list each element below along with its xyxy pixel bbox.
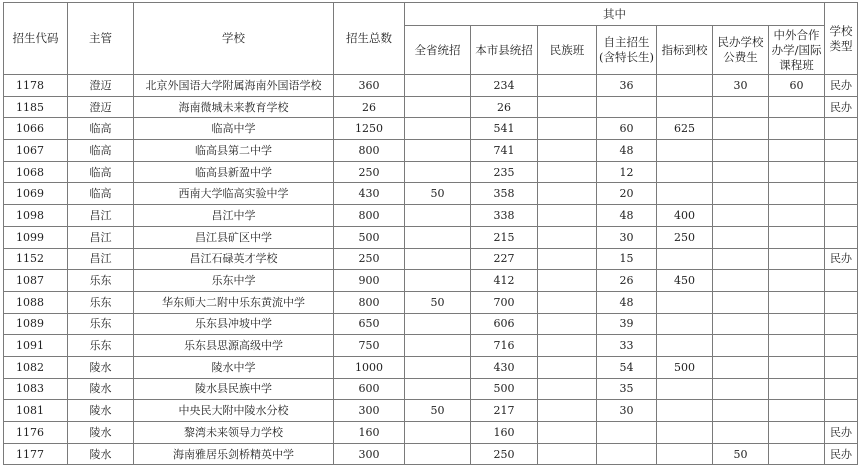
cell-sino-foreign: [769, 270, 825, 292]
cell-code: 1099: [4, 226, 68, 248]
cell-independent: 60: [597, 118, 657, 140]
cell-school: 昌江石碌英才学校: [134, 248, 334, 270]
cell-private-public: [713, 248, 769, 270]
cell-ethnic: [538, 75, 597, 97]
cell-quota: [657, 313, 713, 335]
cell-type: [825, 270, 858, 292]
cell-independent: 26: [597, 270, 657, 292]
cell-type: 民办: [825, 75, 858, 97]
cell-local: 541: [471, 118, 538, 140]
cell-type: [825, 335, 858, 357]
cell-local: 227: [471, 248, 538, 270]
cell-code: 1178: [4, 75, 68, 97]
cell-private-public: [713, 161, 769, 183]
cell-ethnic: [538, 183, 597, 205]
table-row: [4, 226, 858, 248]
cell-type: [825, 291, 858, 313]
table-row: [4, 205, 858, 227]
cell-local: 606: [471, 313, 538, 335]
cell-school: 昌江中学: [134, 205, 334, 227]
cell-ethnic: [538, 248, 597, 270]
cell-school: 乐东县思源高级中学: [134, 335, 334, 357]
cell-province: [405, 335, 471, 357]
cell-type: [825, 205, 858, 227]
cell-total: 600: [334, 378, 405, 400]
cell-private-public: [713, 96, 769, 118]
cell-total: 500: [334, 226, 405, 248]
cell-total: 430: [334, 183, 405, 205]
table-row: [4, 422, 858, 444]
cell-ethnic: [538, 291, 597, 313]
cell-quota: 400: [657, 205, 713, 227]
cell-school: 华东师大二附中乐东黄流中学: [134, 291, 334, 313]
table-header: [4, 3, 858, 75]
cell-supervisor: 乐东: [68, 335, 134, 357]
cell-independent: 48: [597, 291, 657, 313]
table-row: [4, 291, 858, 313]
cell-code: 1081: [4, 400, 68, 422]
cell-ethnic: [538, 443, 597, 465]
cell-code: 1088: [4, 291, 68, 313]
header-sino-foreign: 中外合作办学/国际课程班: [769, 26, 825, 75]
cell-independent: 48: [597, 205, 657, 227]
cell-supervisor: 乐东: [68, 270, 134, 292]
cell-sino-foreign: [769, 335, 825, 357]
cell-province: [405, 118, 471, 140]
cell-code: 1068: [4, 161, 68, 183]
cell-independent: 35: [597, 378, 657, 400]
cell-total: 650: [334, 313, 405, 335]
cell-private-public: [713, 205, 769, 227]
table-body: [4, 75, 858, 465]
table-row: [4, 400, 858, 422]
cell-quota: 250: [657, 226, 713, 248]
cell-supervisor: 澄迈: [68, 75, 134, 97]
cell-supervisor: 乐东: [68, 313, 134, 335]
table-row: [4, 248, 858, 270]
cell-total: 1250: [334, 118, 405, 140]
cell-supervisor: 陵水: [68, 443, 134, 465]
cell-local: 500: [471, 378, 538, 400]
cell-school: 临高县新盈中学: [134, 161, 334, 183]
cell-sino-foreign: [769, 313, 825, 335]
header-group: 其中: [405, 3, 825, 26]
cell-independent: [597, 96, 657, 118]
cell-private-public: [713, 226, 769, 248]
cell-ethnic: [538, 400, 597, 422]
cell-code: 1067: [4, 140, 68, 162]
cell-independent: [597, 443, 657, 465]
cell-local: 412: [471, 270, 538, 292]
cell-province: [405, 443, 471, 465]
cell-sino-foreign: [769, 205, 825, 227]
cell-sino-foreign: [769, 400, 825, 422]
cell-type: [825, 378, 858, 400]
cell-total: 300: [334, 443, 405, 465]
cell-private-public: [713, 400, 769, 422]
cell-local: 26: [471, 96, 538, 118]
cell-local: 358: [471, 183, 538, 205]
cell-local: 250: [471, 443, 538, 465]
header-type: 学校类型: [825, 3, 858, 75]
cell-quota: [657, 140, 713, 162]
cell-school: 海南雅居乐剑桥精英中学: [134, 443, 334, 465]
table-row: [4, 335, 858, 357]
cell-type: 民办: [825, 422, 858, 444]
cell-quota: 625: [657, 118, 713, 140]
cell-total: 300: [334, 400, 405, 422]
cell-type: 民办: [825, 248, 858, 270]
cell-independent: 15: [597, 248, 657, 270]
cell-province: [405, 248, 471, 270]
cell-school: 陵水县民族中学: [134, 378, 334, 400]
table-row: [4, 140, 858, 162]
cell-local: 430: [471, 356, 538, 378]
cell-province: 50: [405, 183, 471, 205]
cell-total: 1000: [334, 356, 405, 378]
table-row: [4, 443, 858, 465]
cell-school: 临高县第二中学: [134, 140, 334, 162]
cell-private-public: [713, 313, 769, 335]
admissions-table: [3, 2, 858, 465]
cell-sino-foreign: [769, 443, 825, 465]
cell-code: 1087: [4, 270, 68, 292]
cell-quota: [657, 443, 713, 465]
cell-supervisor: 陵水: [68, 378, 134, 400]
cell-quota: [657, 400, 713, 422]
cell-supervisor: 昌江: [68, 205, 134, 227]
cell-total: 360: [334, 75, 405, 97]
cell-quota: [657, 75, 713, 97]
cell-school: 海南微城未来教育学校: [134, 96, 334, 118]
cell-code: 1082: [4, 356, 68, 378]
cell-quota: [657, 422, 713, 444]
cell-ethnic: [538, 140, 597, 162]
cell-quota: [657, 335, 713, 357]
cell-total: 160: [334, 422, 405, 444]
cell-type: [825, 356, 858, 378]
header-ethnic: 民族班: [538, 26, 597, 75]
cell-school: 陵水中学: [134, 356, 334, 378]
cell-ethnic: [538, 422, 597, 444]
cell-local: 235: [471, 161, 538, 183]
cell-private-public: [713, 118, 769, 140]
cell-local: 700: [471, 291, 538, 313]
cell-quota: 450: [657, 270, 713, 292]
cell-supervisor: 临高: [68, 118, 134, 140]
cell-private-public: [713, 140, 769, 162]
cell-type: [825, 226, 858, 248]
cell-sino-foreign: [769, 118, 825, 140]
table-row: [4, 118, 858, 140]
header-independent: 自主招生(含特长生): [597, 26, 657, 75]
cell-sino-foreign: [769, 356, 825, 378]
cell-total: 750: [334, 335, 405, 357]
cell-private-public: [713, 335, 769, 357]
cell-supervisor: 昌江: [68, 248, 134, 270]
cell-private-public: 30: [713, 75, 769, 97]
cell-code: 1152: [4, 248, 68, 270]
cell-local: 215: [471, 226, 538, 248]
cell-independent: 30: [597, 226, 657, 248]
cell-school: 西南大学临高实验中学: [134, 183, 334, 205]
cell-quota: [657, 183, 713, 205]
cell-sino-foreign: [769, 422, 825, 444]
cell-province: [405, 75, 471, 97]
cell-independent: 30: [597, 400, 657, 422]
cell-ethnic: [538, 270, 597, 292]
cell-local: 741: [471, 140, 538, 162]
cell-province: [405, 270, 471, 292]
cell-province: [405, 422, 471, 444]
cell-province: [405, 356, 471, 378]
table-row: [4, 378, 858, 400]
cell-local: 338: [471, 205, 538, 227]
table-row: [4, 183, 858, 205]
cell-type: [825, 183, 858, 205]
cell-ethnic: [538, 161, 597, 183]
cell-ethnic: [538, 96, 597, 118]
cell-type: [825, 313, 858, 335]
cell-ethnic: [538, 356, 597, 378]
cell-type: 民办: [825, 443, 858, 465]
cell-local: 217: [471, 400, 538, 422]
header-province: 全省统招: [405, 26, 471, 75]
cell-sino-foreign: [769, 183, 825, 205]
header-code: 招生代码: [4, 3, 68, 75]
cell-supervisor: 陵水: [68, 422, 134, 444]
cell-sino-foreign: [769, 378, 825, 400]
header-supervisor: 主管: [68, 3, 134, 75]
header-quota: 指标到校: [657, 26, 713, 75]
cell-local: 716: [471, 335, 538, 357]
header-private-public: 民办学校公费生: [713, 26, 769, 75]
header-school: 学校: [134, 3, 334, 75]
cell-province: [405, 378, 471, 400]
header-total: 招生总数: [334, 3, 405, 75]
cell-independent: 54: [597, 356, 657, 378]
cell-quota: [657, 96, 713, 118]
cell-type: [825, 400, 858, 422]
cell-code: 1177: [4, 443, 68, 465]
cell-private-public: [713, 378, 769, 400]
cell-province: [405, 140, 471, 162]
cell-independent: 39: [597, 313, 657, 335]
cell-sino-foreign: [769, 226, 825, 248]
cell-school: 中央民大附中陵水分校: [134, 400, 334, 422]
cell-supervisor: 临高: [68, 161, 134, 183]
cell-code: 1176: [4, 422, 68, 444]
header-local: 本市县统招: [471, 26, 538, 75]
cell-total: 800: [334, 140, 405, 162]
admissions-table-sheet: [3, 2, 853, 465]
cell-school: 临高中学: [134, 118, 334, 140]
cell-ethnic: [538, 205, 597, 227]
cell-code: 1083: [4, 378, 68, 400]
cell-sino-foreign: [769, 96, 825, 118]
cell-independent: 12: [597, 161, 657, 183]
cell-ethnic: [538, 313, 597, 335]
cell-code: 1098: [4, 205, 68, 227]
cell-sino-foreign: 60: [769, 75, 825, 97]
cell-supervisor: 临高: [68, 183, 134, 205]
cell-total: 26: [334, 96, 405, 118]
cell-school: 昌江县矿区中学: [134, 226, 334, 248]
cell-supervisor: 陵水: [68, 400, 134, 422]
cell-province: [405, 161, 471, 183]
cell-province: [405, 205, 471, 227]
table-row: [4, 356, 858, 378]
cell-type: 民办: [825, 96, 858, 118]
cell-quota: [657, 161, 713, 183]
cell-quota: [657, 291, 713, 313]
cell-total: 250: [334, 248, 405, 270]
cell-supervisor: 陵水: [68, 356, 134, 378]
cell-total: 250: [334, 161, 405, 183]
cell-code: 1091: [4, 335, 68, 357]
cell-total: 800: [334, 291, 405, 313]
cell-sino-foreign: [769, 291, 825, 313]
cell-province: 50: [405, 291, 471, 313]
cell-supervisor: 昌江: [68, 226, 134, 248]
cell-independent: 20: [597, 183, 657, 205]
cell-supervisor: 澄迈: [68, 96, 134, 118]
cell-ethnic: [538, 378, 597, 400]
cell-quota: [657, 248, 713, 270]
cell-school: 北京外国语大学附属海南外国语学校: [134, 75, 334, 97]
cell-ethnic: [538, 335, 597, 357]
cell-quota: [657, 378, 713, 400]
cell-supervisor: 临高: [68, 140, 134, 162]
cell-sino-foreign: [769, 248, 825, 270]
cell-private-public: [713, 291, 769, 313]
cell-private-public: [713, 356, 769, 378]
cell-private-public: 50: [713, 443, 769, 465]
cell-independent: 36: [597, 75, 657, 97]
cell-private-public: [713, 183, 769, 205]
cell-school: 黎湾未来领导力学校: [134, 422, 334, 444]
cell-province: [405, 313, 471, 335]
table-row: [4, 96, 858, 118]
cell-total: 900: [334, 270, 405, 292]
cell-school: 乐东县冲坡中学: [134, 313, 334, 335]
cell-sino-foreign: [769, 161, 825, 183]
cell-local: 160: [471, 422, 538, 444]
table-row: [4, 270, 858, 292]
cell-code: 1089: [4, 313, 68, 335]
cell-quota: 500: [657, 356, 713, 378]
table-row: [4, 161, 858, 183]
cell-independent: 48: [597, 140, 657, 162]
cell-independent: 33: [597, 335, 657, 357]
cell-code: 1066: [4, 118, 68, 140]
cell-sino-foreign: [769, 140, 825, 162]
cell-ethnic: [538, 226, 597, 248]
cell-province: 50: [405, 400, 471, 422]
table-row: [4, 75, 858, 97]
cell-code: 1069: [4, 183, 68, 205]
cell-ethnic: [538, 118, 597, 140]
cell-private-public: [713, 270, 769, 292]
cell-type: [825, 118, 858, 140]
cell-independent: [597, 422, 657, 444]
cell-total: 800: [334, 205, 405, 227]
cell-school: 乐东中学: [134, 270, 334, 292]
cell-supervisor: 乐东: [68, 291, 134, 313]
cell-type: [825, 140, 858, 162]
cell-private-public: [713, 422, 769, 444]
cell-province: [405, 226, 471, 248]
cell-code: 1185: [4, 96, 68, 118]
table-row: [4, 313, 858, 335]
cell-province: [405, 96, 471, 118]
cell-type: [825, 161, 858, 183]
cell-local: 234: [471, 75, 538, 97]
